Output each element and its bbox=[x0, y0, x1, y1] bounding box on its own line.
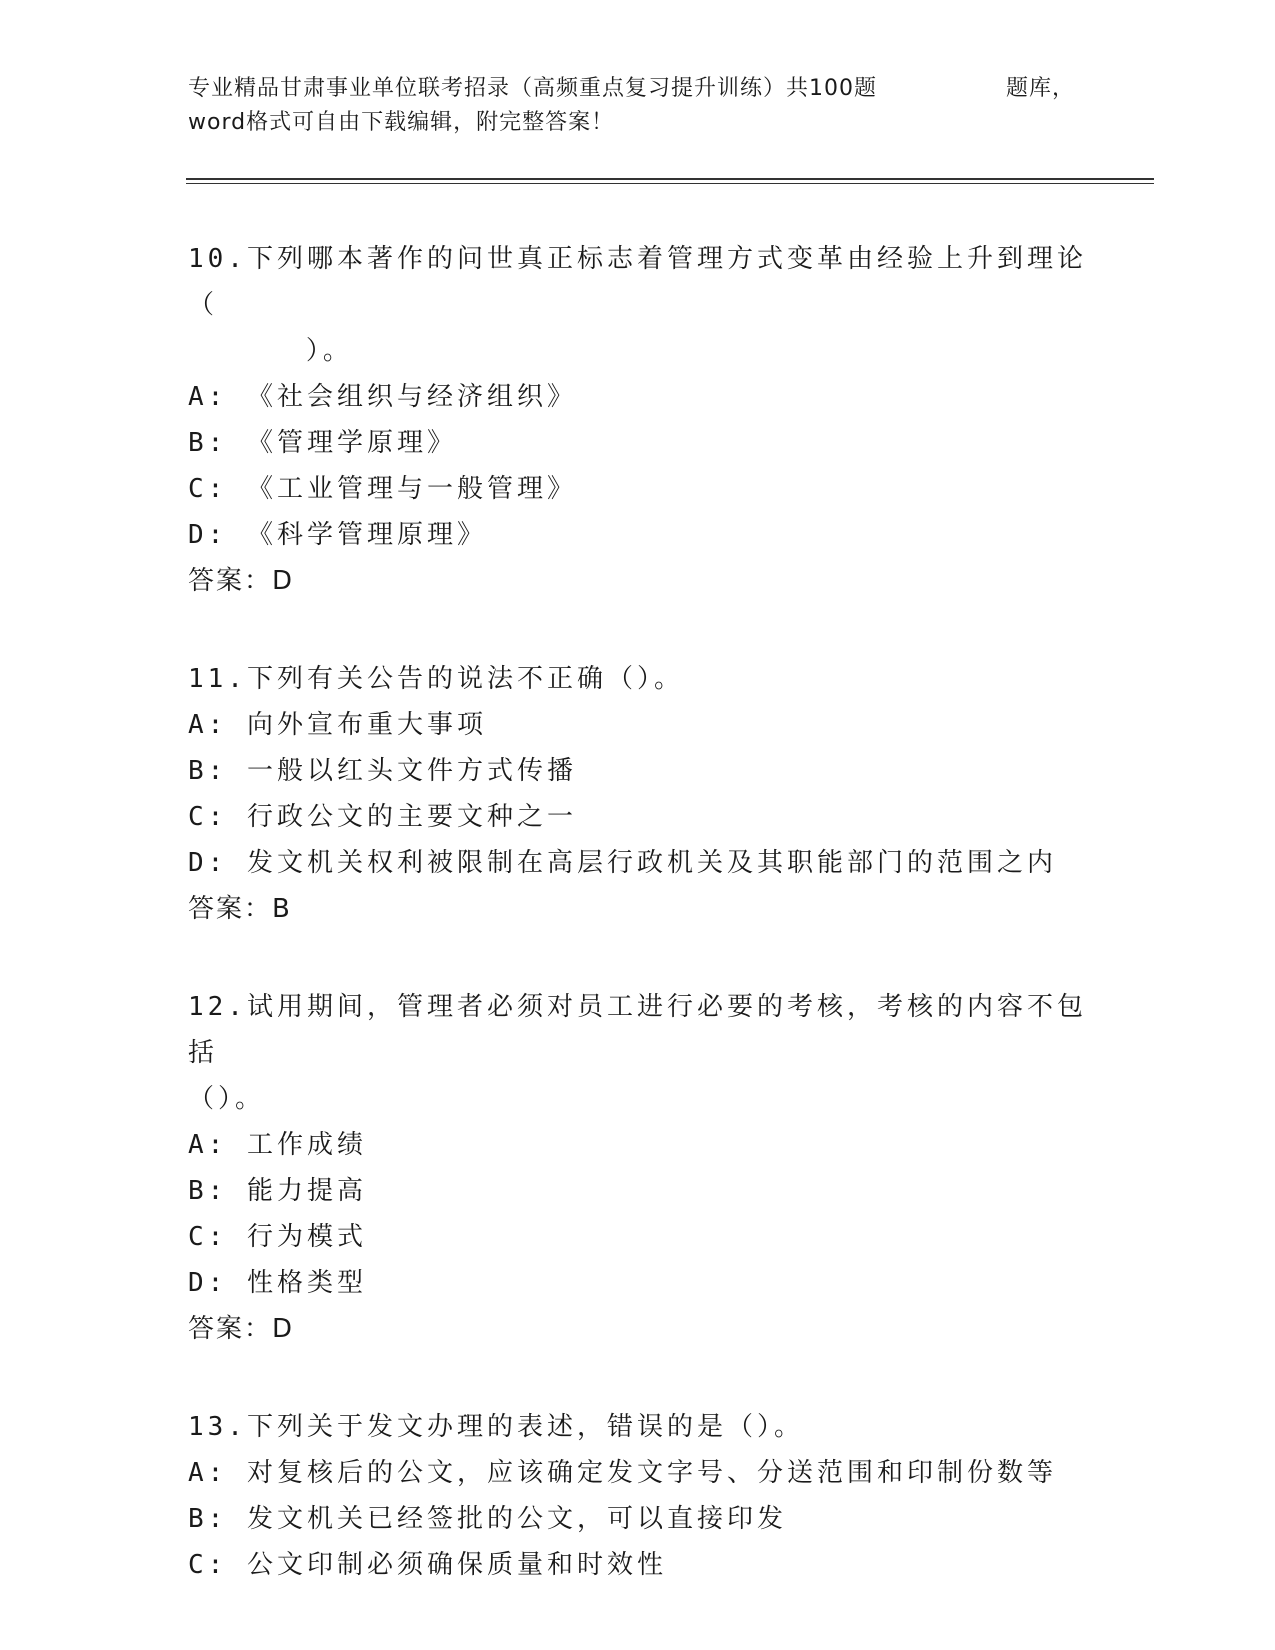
option-c: C: 行为模式 bbox=[188, 1222, 367, 1252]
question-stem bbox=[188, 984, 1088, 1122]
option-a: A: 向外宣布重大事项 bbox=[188, 710, 487, 740]
document-header bbox=[188, 72, 1088, 140]
header-title: 专业精品甘肃事业单位联考招录（高频重点复习提升训练）共100题 bbox=[188, 76, 877, 101]
option-d: D: 性格类型 bbox=[188, 1268, 367, 1298]
option-a: A: 《社会组织与经济组织》 bbox=[188, 382, 577, 412]
question-stem bbox=[188, 656, 1088, 702]
answer-line: 答案：D bbox=[188, 566, 295, 596]
header-divider-thick bbox=[186, 178, 1154, 180]
option-d: D: 发文机关权利被限制在高层行政机关及其职能部门的范围之内 bbox=[188, 848, 1057, 878]
option-b: B: 能力提高 bbox=[188, 1176, 367, 1206]
option-b: B: 一般以红头文件方式传播 bbox=[188, 756, 577, 786]
question-12 bbox=[188, 984, 1088, 1352]
question-stem-line-1: 11.下列有关公告的说法不正确（）。 bbox=[188, 664, 684, 694]
option-d: D: 《科学管理原理》 bbox=[188, 520, 487, 550]
question-stem-line-2: ）。 bbox=[188, 336, 353, 366]
question-list bbox=[188, 236, 1088, 1640]
question-10 bbox=[188, 236, 1088, 604]
header-divider-thin bbox=[186, 183, 1154, 184]
header-title-tail: 题库， bbox=[1006, 76, 1076, 101]
option-c: C: 行政公文的主要文种之一 bbox=[188, 802, 577, 832]
option-a: A: 对复核后的公文，应该确定发文字号、分送范围和印制份数等 bbox=[188, 1458, 1057, 1488]
answer-line: 答案：D bbox=[188, 1314, 295, 1344]
question-stem-line-2: （）。 bbox=[188, 1084, 266, 1114]
option-c: C: 《工业管理与一般管理》 bbox=[188, 474, 577, 504]
header-subtitle: word格式可自由下载编辑，附完整答案！ bbox=[188, 110, 615, 135]
answer-line: 答案：B bbox=[188, 894, 292, 924]
option-b: B: 发文机关已经签批的公文，可以直接印发 bbox=[188, 1504, 787, 1534]
option-b: B: 《管理学原理》 bbox=[188, 428, 457, 458]
question-stem-line-1: 10.下列哪本著作的问世真正标志着管理方式变革由经验上升到理论（ bbox=[188, 244, 1087, 320]
header-line-1 bbox=[188, 72, 1088, 106]
question-stem bbox=[188, 236, 1088, 374]
question-stem-line-1: 12.试用期间，管理者必须对员工进行必要的考核，考核的内容不包括 bbox=[188, 992, 1087, 1068]
option-c: C: 公文印制必须确保质量和时效性 bbox=[188, 1550, 667, 1580]
question-stem bbox=[188, 1404, 1088, 1450]
question-11 bbox=[188, 656, 1088, 932]
question-13 bbox=[188, 1404, 1088, 1588]
option-a: A: 工作成绩 bbox=[188, 1130, 367, 1160]
question-stem-line-1: 13.下列关于发文办理的表述，错误的是（）。 bbox=[188, 1412, 804, 1442]
